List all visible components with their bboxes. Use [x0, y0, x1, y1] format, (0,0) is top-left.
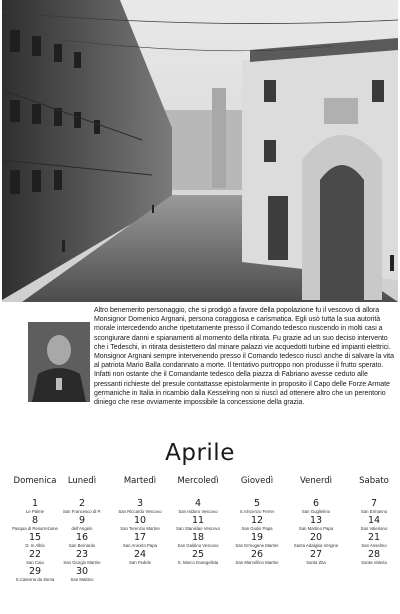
day-saint: San Caio: [26, 560, 44, 565]
day-number: 1: [31, 498, 39, 509]
day-cell: [169, 533, 227, 548]
day-number: 15: [28, 532, 42, 543]
day-saint: San Bernardo: [68, 543, 96, 548]
day-cell: [287, 499, 345, 514]
day-cell: [111, 499, 169, 514]
day-number: 8: [31, 515, 39, 526]
day-number: 5: [253, 498, 261, 509]
day-number: 17: [133, 532, 147, 543]
day-number: 30: [75, 566, 89, 577]
day-saint: San Galdino Vescovo: [177, 543, 219, 548]
weekday-label: Sabato: [359, 476, 389, 486]
history-paragraph: Altro benemerito personaggio, che si prodigò a favore della popolazione fu il vescovo di allora Monsignor Domenico Argnani, persona coraggiosa e carismatica. Egli usò tutta la sua autorità morale intercedendo anche ripetutamente presso il Comando tedesco riuscendo in molti casi a scongiurare danni e spianamenti al momento della ritirata. Fu grazie ad un suo deciso intervento che i Tedeschi, in ritirata desistettero dal minare palazzi vie acquedotti turbine ed impianti elettrici. Monsignor Argnani sempre intervenendo presso il Comando tedesco riuscì anche di salvare la vita al patriota Mario Balla condannato a morte. Il tentativo purtroppo non produsse il frutto sperato. Infatti non ostante che il Comandante tedesco della piazza di Fabriano avesse ceduto alle pressanti richieste del presule contattasse epistolarmente in proposito il Capo delle Forze Armate germaniche in Italia in ricambio dalla Kesselring non si riuscì ad ottenere altro che un perentorio diniego che rese ovviamente impossibile la concessione della grazia.: [94, 307, 394, 407]
day-saint: San Giorgio Martire: [63, 560, 101, 565]
day-saint: San Fedele: [129, 560, 151, 565]
day-saint: San Ermogene Martire: [235, 543, 279, 548]
weekday-label: Giovedì: [240, 476, 274, 486]
day-number: 29: [28, 566, 42, 577]
day-cell: [111, 516, 169, 531]
day-cell: [169, 516, 227, 531]
day-cell: [228, 499, 286, 514]
day-number: 18: [191, 532, 205, 543]
day-cell: [287, 533, 345, 548]
day-saint: San Ermanno: [360, 509, 388, 514]
day-number: 19: [250, 532, 264, 543]
day-number: 9: [78, 515, 86, 526]
weekday-label: Mercoledì: [177, 476, 219, 486]
day-saint: San Anselmo: [361, 543, 387, 548]
day-number: 3: [136, 498, 144, 509]
day-number: 13: [309, 515, 323, 526]
day-cell: [53, 550, 111, 565]
day-number: 26: [250, 549, 264, 560]
day-saint: S.Vincenzo Ferrer: [239, 509, 275, 514]
day-cell: [53, 533, 111, 548]
day-number: 14: [367, 515, 381, 526]
day-saint: San Guglielmo: [301, 509, 331, 514]
day-saint: dell'Angelo: [71, 526, 93, 531]
day-saint: Le Palme: [25, 509, 45, 514]
day-number: 23: [75, 549, 89, 560]
day-saint: Santa Adalgisa Vergine: [293, 543, 339, 548]
day-saint: San Isidoro Vescovo: [178, 509, 218, 514]
day-saint: San Marcellino Martire: [235, 560, 279, 565]
weekday-label: Lunedì: [67, 476, 97, 486]
day-saint: San Martino Papa: [298, 526, 334, 531]
day-number: 12: [250, 515, 264, 526]
day-saint: S. Marco Evangelista: [177, 560, 219, 565]
day-cell: [287, 516, 345, 531]
day-cell: [53, 516, 111, 531]
day-cell: [287, 550, 345, 565]
day-number: 2: [78, 498, 86, 509]
day-saint: San Riccardo Vescovo: [118, 509, 162, 514]
day-saint: San Giulio Papa: [241, 526, 273, 531]
day-number: 24: [133, 549, 147, 560]
day-cell: [345, 533, 400, 548]
day-number: 27: [309, 549, 323, 560]
day-cell: [345, 499, 400, 514]
weekday-label: Venerdì: [299, 476, 333, 486]
day-number: 20: [309, 532, 323, 543]
day-saint: S.Caterina da Siena: [15, 577, 55, 582]
weekday-label: Martedì: [123, 476, 157, 486]
day-number: 22: [28, 549, 42, 560]
day-number: 16: [75, 532, 89, 543]
day-number: 10: [133, 515, 147, 526]
day-saint: San Valeriano: [360, 526, 388, 531]
day-cell: [228, 550, 286, 565]
day-saint: San Stanislao Vescovo: [176, 526, 220, 531]
day-cell: [345, 516, 400, 531]
day-cell: [53, 567, 111, 582]
day-saint: San Terenzio Martire: [120, 526, 160, 531]
day-number: 6: [312, 498, 320, 509]
day-saint: San Mattino: [70, 577, 94, 582]
day-number: 4: [194, 498, 202, 509]
day-saint: San Aniceto Papa: [122, 543, 158, 548]
day-cell: [169, 499, 227, 514]
day-saint: Santa Zita: [306, 560, 326, 565]
day-number: 28: [367, 549, 381, 560]
day-cell: [228, 533, 286, 548]
weekday-label: Domenica: [13, 476, 57, 486]
day-number: 21: [367, 532, 381, 543]
day-number: 25: [191, 549, 205, 560]
day-number: 7: [370, 498, 378, 509]
day-saint: Pasqua di Resurrezione: [12, 526, 58, 531]
day-cell: [228, 516, 286, 531]
day-cell: [111, 550, 169, 565]
month-title: Aprile: [165, 440, 235, 466]
day-saint: Santa Valeria: [361, 560, 387, 565]
day-cell: [345, 550, 400, 565]
day-cell: [53, 499, 111, 514]
day-cell: [111, 533, 169, 548]
day-cell: [169, 550, 227, 565]
day-saint: D. In Albis: [25, 543, 45, 548]
day-saint: San Francesco di P.: [62, 509, 102, 514]
day-number: 11: [191, 515, 205, 526]
